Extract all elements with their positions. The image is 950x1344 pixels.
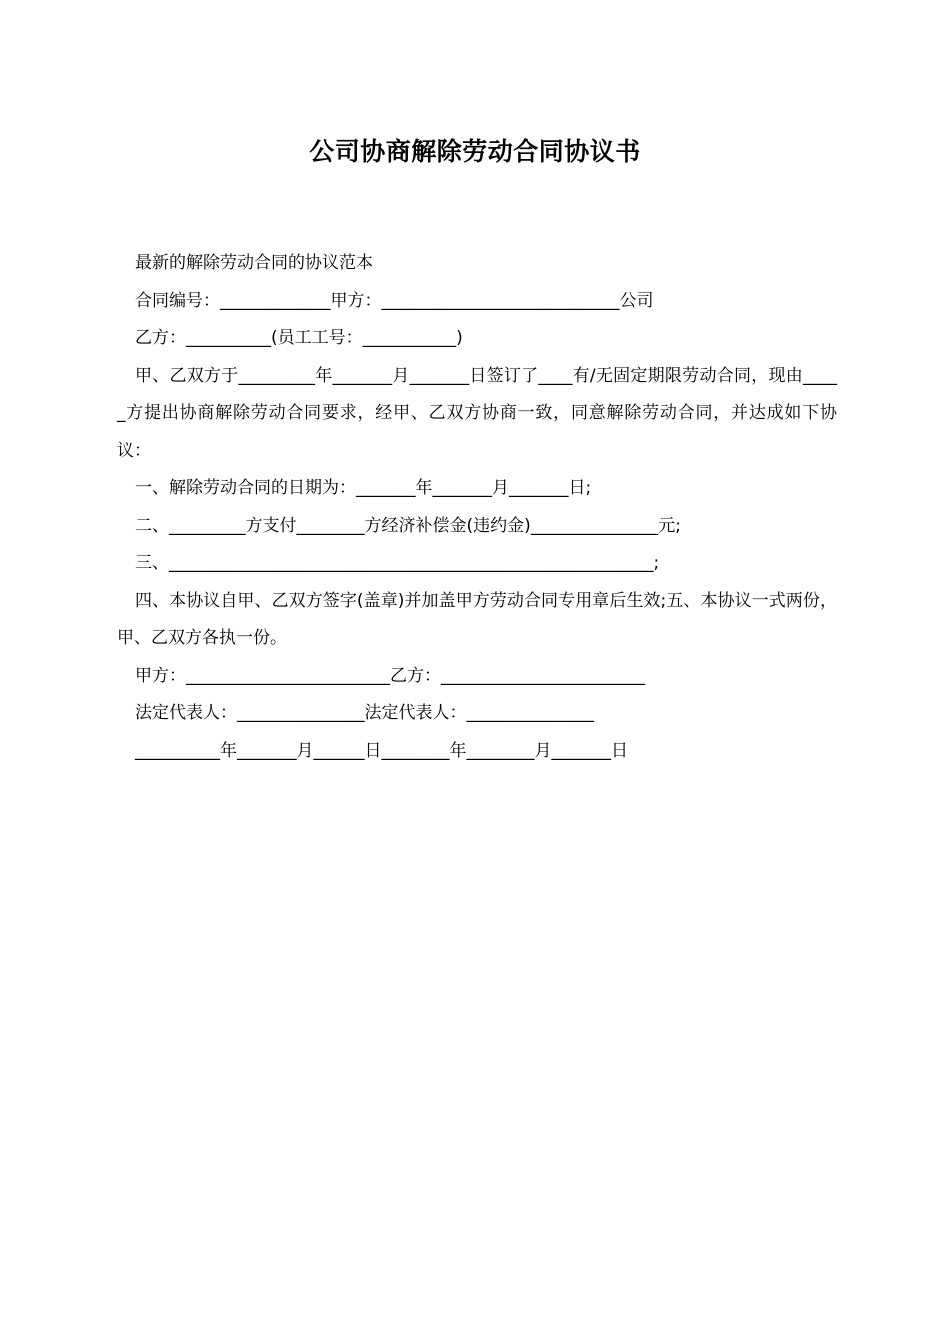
- agreement-paragraph: 甲、乙双方于_________年_______月_______日签订了____有/无固定期限劳动合同，现由_____方提出协商解除劳动合同要求，经甲、乙双方协商一致，同意解除劳动合同，并达成如下协议：: [117, 365, 837, 461]
- document-body: [117, 245, 837, 770]
- intro-line: 最新的解除劳动合同的协议范本: [135, 253, 373, 273]
- clause-three: 三、_________________________________________________________;: [135, 553, 660, 573]
- clause-four-five: 四、本协议自甲、乙双方签字(盖章)并加盖甲方劳动合同专用章后生效;五、本协议一式两份，甲、乙双方各执一份。: [117, 590, 837, 648]
- signature-date-line: __________年_______月______日________年________月_______日: [135, 740, 628, 761]
- document-title: 公司协商解除劳动合同协议书: [309, 137, 641, 166]
- signature-parties-line: 甲方：________________________乙方：________________________: [135, 665, 645, 686]
- contract-number-line: 合同编号：_____________甲方：____________________________公司: [135, 290, 654, 311]
- party-b-line: 乙方：__________(员工工号：___________): [135, 328, 463, 348]
- clause-one: 一、解除劳动合同的日期为：_______年_______月_______日;: [135, 478, 592, 498]
- clause-two: 二、_________方支付________方经济补偿金(违约金)_______________元;: [135, 515, 681, 536]
- legal-representative-line: 法定代表人：_______________法定代表人：_______________: [135, 703, 594, 723]
